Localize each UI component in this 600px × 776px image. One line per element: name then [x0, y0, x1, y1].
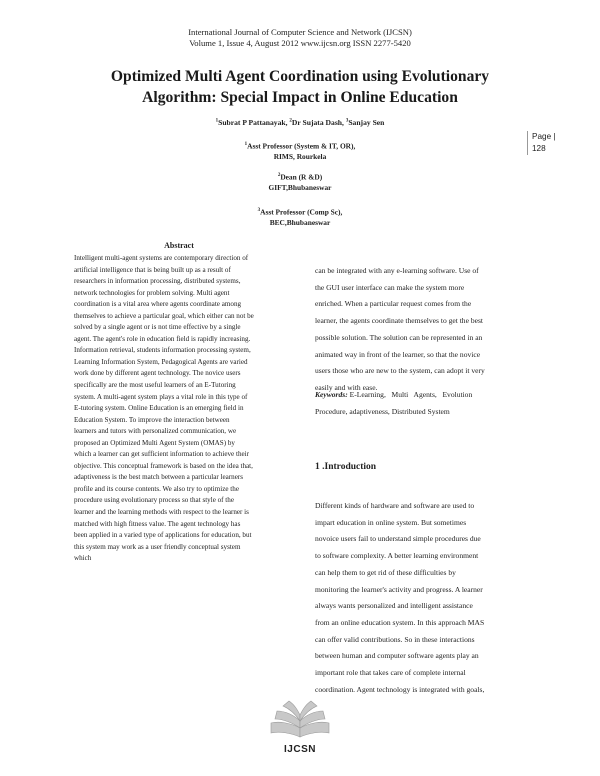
abstract-line: this system may work as a user friendly conceptual system: [74, 542, 241, 551]
journal-header: [0, 27, 600, 48]
abstract-line: been applied in a varied type of applications for education, but: [74, 531, 252, 540]
ijcsn-logo-text: IJCSN: [284, 744, 316, 755]
introduction-line: to software complexity. A better learning environment: [315, 551, 479, 561]
affiliation-2-institution: GIFT,Bhubaneswar: [268, 182, 332, 192]
author-3: Sanjay Sen: [348, 118, 385, 127]
abstract-line: which a learner can get sufficient information to achieve their: [74, 450, 249, 459]
keywords-line-1: E-Learning, Multi Agents, Evolution: [347, 390, 473, 399]
abstract-continued-line: can be integrated with any e-learning software. Use of: [315, 266, 479, 275]
author-list: [130, 118, 470, 127]
abstract-line: Education System. To improve the interaction between: [74, 415, 230, 424]
author-2-marker: 2: [289, 118, 292, 124]
abstract-continued-line: animated way in front of the learner, so that the novice: [315, 349, 481, 359]
page-number-box: [527, 131, 576, 155]
affiliation-2-marker: 2: [277, 173, 281, 178]
abstract-line: agent. The agent's role in education field is rapidly increasing.: [74, 334, 251, 343]
author-1-marker: 1: [215, 118, 219, 124]
abstract-line: themselves to achieve a particular goal, which either can not be: [74, 311, 254, 320]
author-1: Subrat P Pattanayak,: [218, 118, 288, 127]
paper-title-line-2: Algorithm: Special Impact in Online Education: [142, 89, 458, 106]
introduction-line: between human and computer software agents play an: [315, 651, 479, 661]
abstract-continued-line: the GUI user interface can make the system more: [315, 282, 465, 292]
abstract-line: Learning Information System, Pedagogical Agents are varied: [74, 357, 248, 366]
affiliation-1: [180, 140, 420, 162]
abstract-heading: Abstract: [164, 241, 194, 250]
abstract-line: E-tutoring system. Online Education is an emerging field in: [74, 404, 244, 413]
abstract-continued: [315, 263, 527, 397]
abstract-line: learners and tutors with personalized communication, we: [74, 427, 237, 436]
introduction-line: coordination. Agent technology is integrated with goals,: [315, 684, 485, 694]
introduction-line: novoice users fail to understand simple procedures due: [315, 534, 481, 544]
abstract-line: profile and its course contents. We also try to optimize the: [74, 484, 239, 493]
abstract-line: objective. This conceptual framework is based on the idea that,: [74, 461, 253, 470]
keywords-line-2: Procedure, adaptiveness, Distributed System: [315, 406, 450, 416]
introduction-line: monitoring the learner's activity and progress. A learner: [315, 584, 483, 594]
page-label: Page |: [532, 132, 556, 141]
keywords: [315, 387, 527, 420]
affiliation-3: [180, 206, 420, 228]
paper-title-line-1: Optimized Multi Agent Coordination using Evolutionary: [110, 68, 490, 85]
abstract-continued-line: learner, the agents coordinate themselves to get the best: [315, 316, 483, 326]
abstract-line: specifically are the most useful learners of an E-Tutoring: [74, 381, 236, 390]
abstract-line: which: [74, 554, 92, 563]
affiliation-1-role: Asst Professor (System & IT, OR),: [247, 141, 356, 151]
author-2: Dr Sujata Dash,: [291, 118, 344, 127]
abstract-line: network technologies for problem solving. Multi agent: [74, 288, 230, 297]
abstract-body: [74, 253, 284, 565]
abstract-line: matched with high fitness value. The agent technology has: [74, 519, 241, 528]
introduction-line: from an online education system. In this approach MAS: [315, 617, 485, 627]
ijcsn-logo-icon: [265, 697, 335, 743]
affiliation-2-role: Dean (R &D): [280, 172, 323, 182]
journal-issue-info: Volume 1, Issue 4, August 2012 www.ijcsn.org ISSN 2277-5420: [189, 37, 411, 48]
abstract-continued-line: possible solution. The solution can be represented in an: [315, 332, 483, 342]
affiliation-1-institution: RIMS, Rourkela: [273, 151, 327, 161]
journal-name: International Journal of Computer Science and Network (IJCSN): [188, 27, 412, 37]
abstract-line: solved by a single agent or is not time effective by a single: [74, 323, 241, 332]
paper-title: [60, 66, 540, 108]
introduction-line: impart education in online system. But sometimes: [315, 517, 467, 527]
introduction-line: always wants personalized and intelligent assistance: [315, 601, 473, 611]
abstract-continued-line: enriched. When a particular request comes from the: [315, 299, 472, 309]
introduction-line: Different kinds of hardware and software are used to: [315, 501, 475, 510]
affiliation-3-marker: 3: [257, 208, 261, 213]
keywords-label: Keywords:: [315, 390, 348, 399]
abstract-line: work done by different agent technology. The novice users: [74, 369, 241, 378]
author-3-marker: 3: [345, 118, 349, 124]
abstract-line: proposed an Optimized Multi Agent System (OMAS) by: [74, 438, 235, 447]
abstract-line: Intelligent multi-agent systems are contemporary direction of: [74, 254, 249, 262]
abstract-line: adaptiveness is the best match between a particular learners: [74, 473, 243, 482]
introduction-heading: 1 .Introduction: [315, 462, 377, 472]
introduction-body: [315, 498, 527, 698]
introduction-line: can offer valid contributions. So in these interactions: [315, 634, 475, 644]
abstract-continued-line: easily and with ease.: [315, 382, 378, 392]
affiliation-2: [180, 171, 420, 193]
abstract-line: artificial intelligence that is being built up as a result of: [74, 265, 231, 274]
introduction-line: can help them to get rid of these difficulties by: [315, 567, 456, 577]
abstract-line: system. A multi-agent system plays a vital role in this type of: [74, 392, 248, 401]
abstract-line: learner and the learning methods with respect to the learner is: [74, 508, 249, 517]
abstract-line: researchers in information processing, distributed systems,: [74, 277, 241, 286]
affiliation-1-marker: 1: [244, 142, 248, 147]
introduction-line: important role that takes care of complete internal: [315, 668, 466, 678]
affiliation-3-institution: BEC,Bhubaneswar: [269, 217, 331, 227]
affiliation-3-role: Asst Professor (Comp Sc),: [260, 207, 343, 217]
abstract-line: procedure using evolutionary process so that style of the: [74, 496, 234, 505]
abstract-line: coordination is a vital area where agents coordinate among: [74, 300, 242, 309]
page-number: 128: [532, 144, 546, 153]
abstract-line: Information retrieval, students information processing system,: [74, 346, 251, 355]
abstract-continued-line: users those who are new to the system, can adopt it very: [315, 366, 485, 376]
